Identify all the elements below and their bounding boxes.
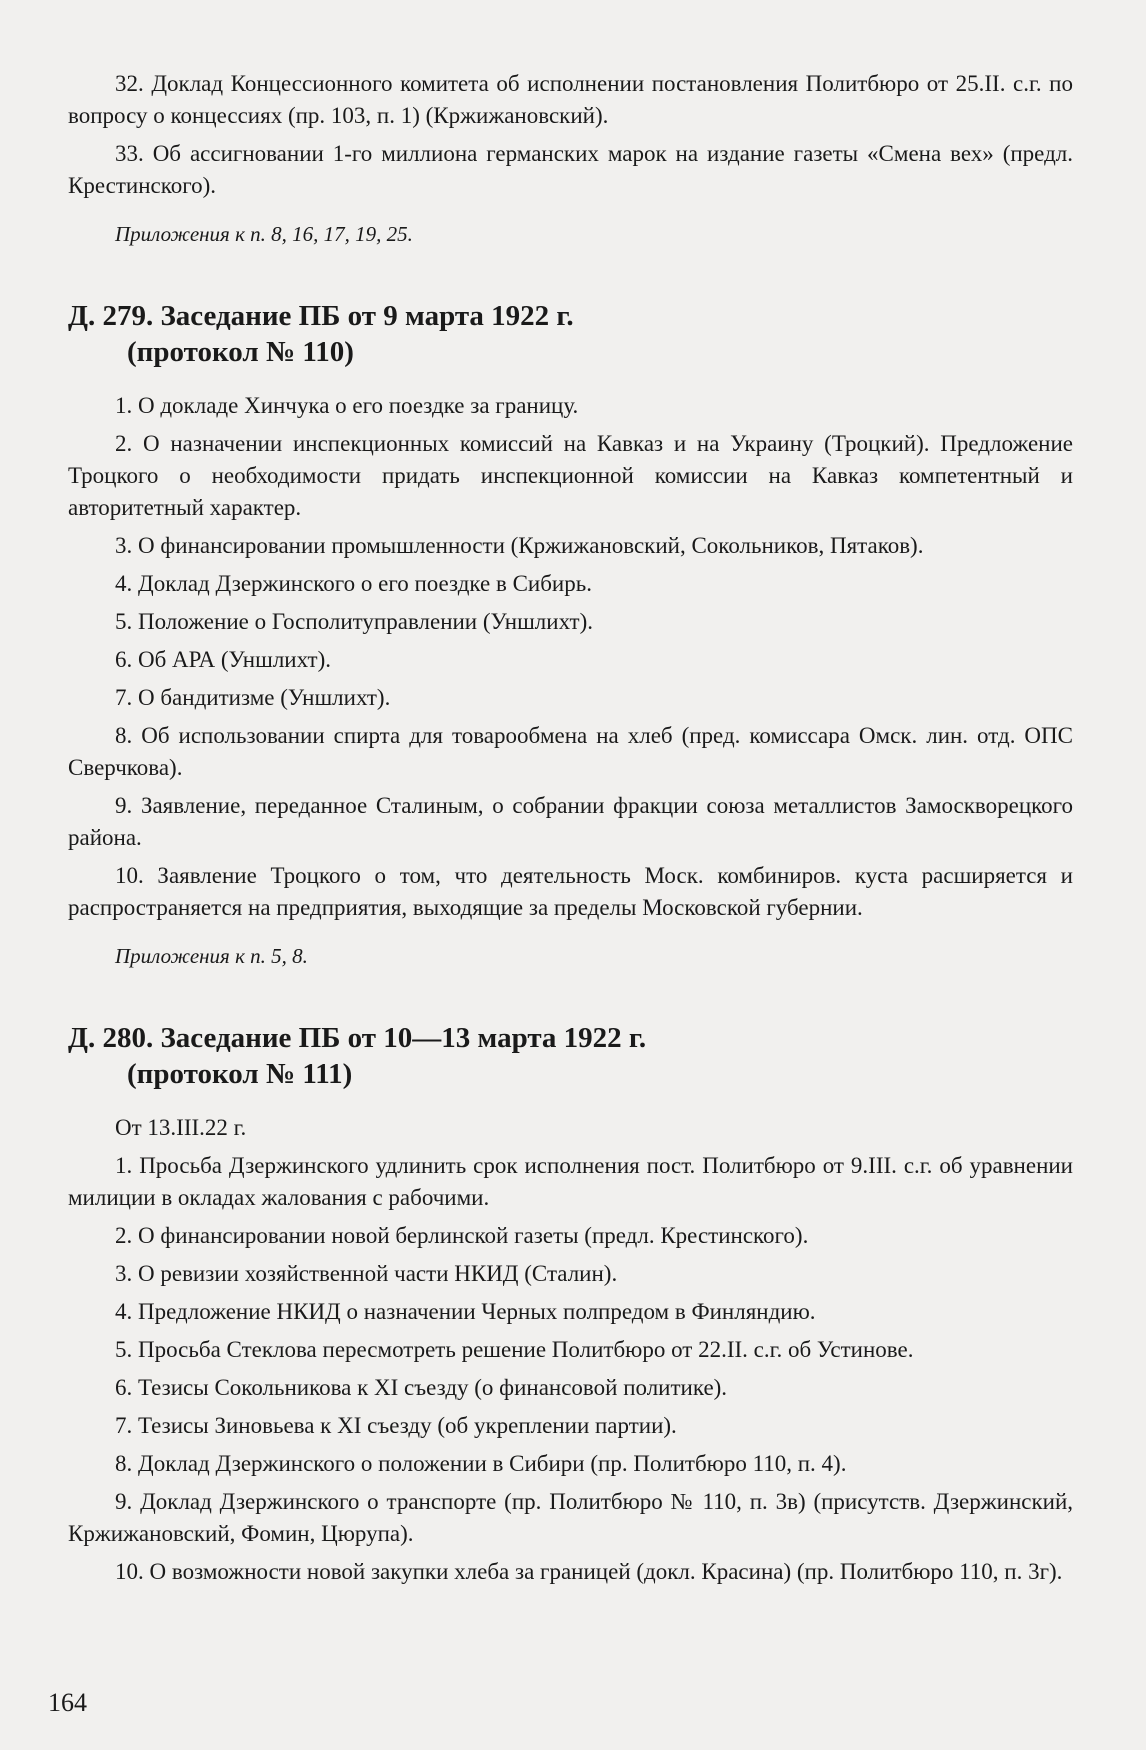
list-item: 7. Тезисы Зиновьева к XI съезду (об укреплении партии). <box>115 1413 677 1438</box>
list-item: 9. Доклад Дзержинского о транспорте (пр. Политбюро № 110, п. 3в) (присутств. Дзержинский, Кржижановский, Фомин, Цюрупа). <box>68 1489 1073 1546</box>
doc-280-protocol: (протокол № 111) <box>127 1058 353 1090</box>
list-item: 6. Об АРА (Уншлихт). <box>115 647 331 672</box>
list-item: 1. Просьба Дзержинского удлинить срок исполнения пост. Политбюро от 9.III. с.г. об уравнении милиции в окладах жалования с рабочими. <box>68 1153 1073 1210</box>
appendix-note: Приложения к п. 8, 16, 17, 19, 25. <box>115 222 413 246</box>
list-item: 6. Тезисы Сокольникова к XI съезду (о финансовой политике). <box>115 1375 728 1400</box>
list-item: 4. Предложение НКИД о назначении Черных полпредом в Финляндию. <box>115 1299 816 1324</box>
doc-279-heading <box>68 298 1073 370</box>
doc-279-title: Д. 279. Заседание ПБ от 9 марта 1922 г. <box>68 300 574 332</box>
doc-280-heading <box>68 1020 1073 1092</box>
list-item: 10. О возможности новой закупки хлеба за границей (докл. Красина) (пр. Политбюро 110, п. 3г). <box>115 1559 1063 1584</box>
page-number: 164 <box>48 1688 87 1717</box>
list-item: 3. О финансировании промышленности (Кржижановский, Сокольников, Пятаков). <box>115 533 924 558</box>
list-item: 32. Доклад Концессионного комитета об исполнении постановления Политбюро от 25.II. с.г. по вопросу о концессиях (пр. 103, п. 1) (Кржижановский). <box>68 71 1073 128</box>
list-item: 3. О ревизии хозяйственной части НКИД (Сталин). <box>115 1261 618 1286</box>
list-item: 2. О финансировании новой берлинской газеты (предл. Крестинского). <box>115 1223 809 1248</box>
doc-279-protocol: (протокол № 110) <box>127 336 354 368</box>
appendix-note: Приложения к п. 5, 8. <box>115 944 308 968</box>
session-date: От 13.III.22 г. <box>115 1115 247 1140</box>
text-column <box>68 68 1073 1594</box>
list-item: 8. Об использовании спирта для товарообмена на хлеб (пред. комиссара Омск. лин. отд. ОПС Сверчкова). <box>68 723 1073 780</box>
list-item: 7. О бандитизме (Уншлихт). <box>115 685 391 710</box>
list-item: 10. Заявление Троцкого о том, что деятельность Моск. комбиниров. куста расширяется и распространяется на предприятия, выходящие за пределы Московской губернии. <box>68 863 1073 920</box>
list-item: 1. О докладе Хинчука о его поездке за границу. <box>115 393 579 418</box>
list-item: 2. О назначении инспекционных комиссий на Кавказ и на Украину (Троцкий). Предложение Троцкого о необходимости придать инспекционной комиссии на Кавказ компетентный и авторитетный характер. <box>68 431 1073 520</box>
list-item: 9. Заявление, переданное Сталиным, о собрании фракции союза металлистов Замоскворецкого района. <box>68 793 1073 850</box>
list-item: 5. Положение о Госполитуправлении (Уншлихт). <box>115 609 593 634</box>
list-item: 4. Доклад Дзержинского о его поездке в Сибирь. <box>115 571 592 596</box>
list-item: 5. Просьба Стеклова пересмотреть решение Политбюро от 22.II. с.г. об Устинове. <box>115 1337 914 1362</box>
list-item: 33. Об ассигновании 1-го миллиона германских марок на издание газеты «Смена вех» (предл. Крестинского). <box>68 141 1073 198</box>
list-item: 8. Доклад Дзержинского о положении в Сибири (пр. Политбюро 110, п. 4). <box>115 1451 847 1476</box>
doc-280-title: Д. 280. Заседание ПБ от 10—13 марта 1922 г. <box>68 1022 647 1054</box>
